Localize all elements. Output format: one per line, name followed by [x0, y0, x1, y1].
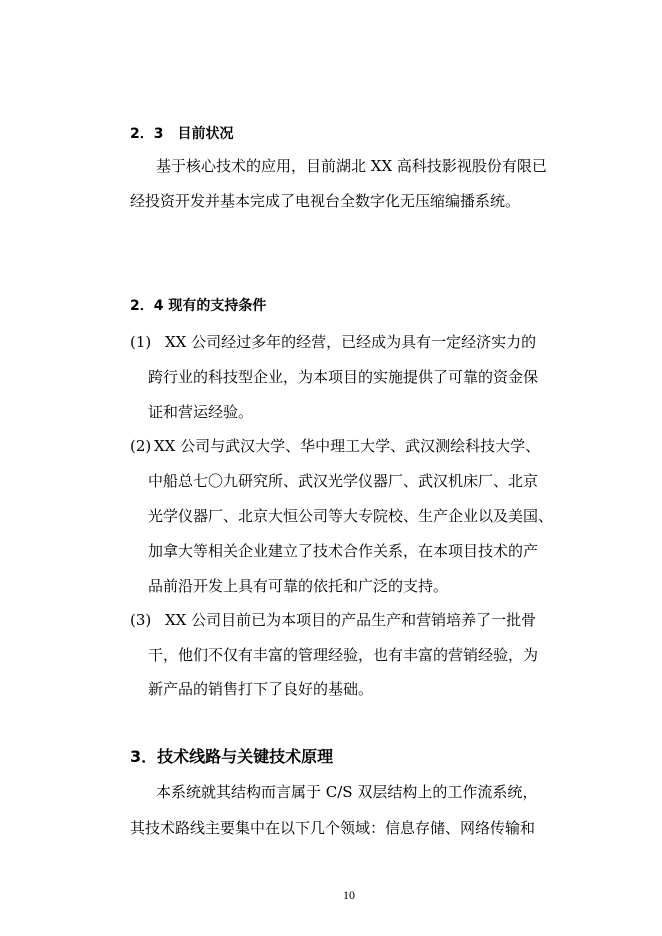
item-3-line-3: 新产品的销售打下了良好的基础。: [148, 680, 374, 698]
section-2-3-heading: 2．3 目前状况: [130, 126, 234, 142]
item-1-line-3: 证和营运经验。: [148, 403, 254, 421]
item-1-line-1: XX 公司经过多年的经营，已经成为具有一定经济实力的: [165, 333, 537, 351]
item-2-line-1: XX 公司与武汉大学、华中理工大学、武汉测绘科技大学、: [154, 437, 541, 455]
section-3-line-2: 其技术路线主要集中在以下几个领域：信息存储、网络传输和: [130, 819, 536, 837]
section-3-heading: 3．技术线路与关键技术原理: [130, 747, 334, 766]
section-2-3-line-1: 基于核心技术的应用，目前湖北 XX 高科技影视股份有限已: [156, 157, 547, 175]
item-2-line-5: 品前沿开发上具有可靠的依托和广泛的支持。: [148, 577, 449, 595]
item-3-marker: (3): [130, 611, 152, 629]
page-number: 10: [343, 888, 355, 902]
section-2-4-heading: 2．4 现有的支持条件: [130, 298, 267, 314]
item-2-line-2: 中船总七〇九研究所、武汉光学仪器厂、武汉机床厂、北京: [148, 472, 539, 490]
item-3-line-1: XX 公司目前已为本项目的产品生产和营销培养了一批骨: [165, 611, 537, 629]
item-1-marker: (1): [130, 333, 152, 351]
item-1-line-2: 跨行业的科技型企业，为本项目的实施提供了可靠的资金保: [148, 368, 539, 386]
item-2-line-3: 光学仪器厂、北京大恒公司等大专院校、生产企业以及美国、: [148, 507, 554, 525]
section-3-line-1: 本系统就其结构而言属于 C/S 双层结构上的工作流系统，: [156, 783, 538, 801]
item-2-line-4: 加拿大等相关企业建立了技术合作关系，在本项目技术的产: [148, 542, 539, 560]
item-3-line-2: 干，他们不仅有丰富的管理经验，也有丰富的营销经验，为: [148, 646, 539, 664]
section-2-3-line-2: 经投资开发并基本完成了电视台全数字化无压缩编播系统。: [130, 192, 521, 210]
item-2-marker: (2): [130, 437, 152, 455]
